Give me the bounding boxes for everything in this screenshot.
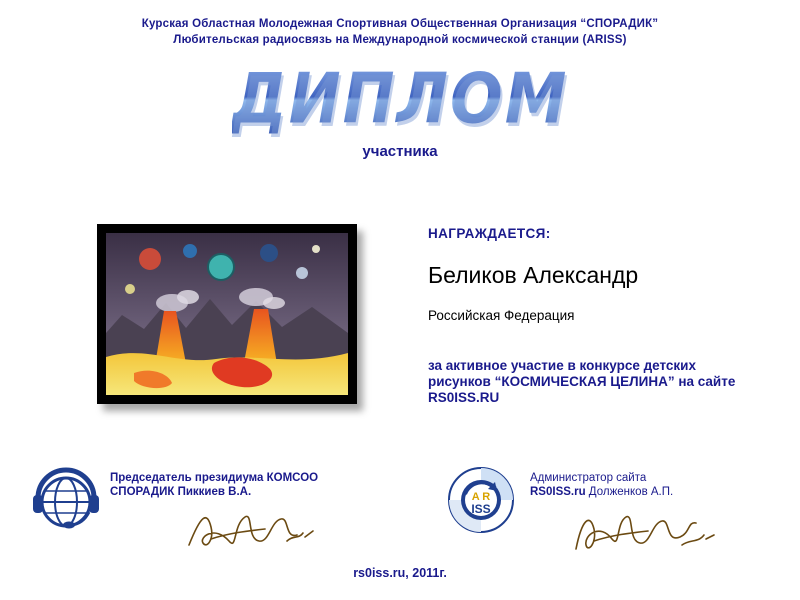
diploma-title-wrap bbox=[0, 57, 800, 140]
artwork-image bbox=[106, 233, 348, 395]
sporadik-globe-headset-icon bbox=[30, 462, 102, 534]
left-signature-text bbox=[110, 471, 318, 499]
left-signature-line-2: СПОРАДИК Пиккиев В.А. bbox=[110, 486, 252, 498]
header-line-1: Курская Областная Молодежная Спортивная Общественная Организация “СПОРАДИК” bbox=[141, 18, 659, 30]
ariss-logo-line-2: ISS bbox=[471, 502, 491, 516]
handwritten-signature-icon bbox=[570, 505, 720, 567]
recipient-name: Беликов Александр bbox=[428, 262, 639, 288]
award-reason: за активное участие в конкурсе детских рисунков “КОСМИЧЕСКАЯ ЦЕЛИНА” на сайте RS0ISS.RU bbox=[428, 358, 736, 405]
page-title: ДИПЛОМ bbox=[231, 57, 569, 140]
artwork-frame bbox=[97, 224, 357, 404]
header-line-2: Любительская радиосвязь на Международной космической станции (ARISS) bbox=[173, 34, 627, 46]
ariss-logo-icon bbox=[447, 466, 515, 534]
right-signature-site: RS0ISS.ru bbox=[530, 486, 586, 498]
right-signature-line-2 bbox=[530, 485, 673, 499]
organization-header bbox=[0, 16, 800, 48]
ariss-emblem-icon bbox=[447, 466, 515, 534]
recipient-country: Российская Федерация bbox=[428, 308, 575, 323]
handwritten-signature-icon bbox=[185, 505, 325, 565]
sporadik-logo-icon bbox=[30, 462, 102, 534]
right-signature-name: Долженков А.П. bbox=[585, 486, 674, 498]
artwork-drawing-icon bbox=[106, 233, 348, 395]
left-signature-scribble bbox=[185, 505, 325, 565]
ariss-logo-line-1: A R bbox=[471, 491, 491, 503]
awarded-label: НАГРАЖДАЕТСЯ: bbox=[428, 226, 551, 241]
right-signature-line-1: Администратор сайта bbox=[530, 472, 647, 484]
right-signature-scribble bbox=[570, 505, 720, 567]
diploma-subtitle: участника bbox=[362, 143, 438, 160]
left-signature-line-1: Председатель президиума КОМСОО bbox=[110, 472, 319, 484]
footer-text: rs0iss.ru, 2011г. bbox=[353, 566, 447, 580]
right-signature-text bbox=[530, 471, 673, 499]
